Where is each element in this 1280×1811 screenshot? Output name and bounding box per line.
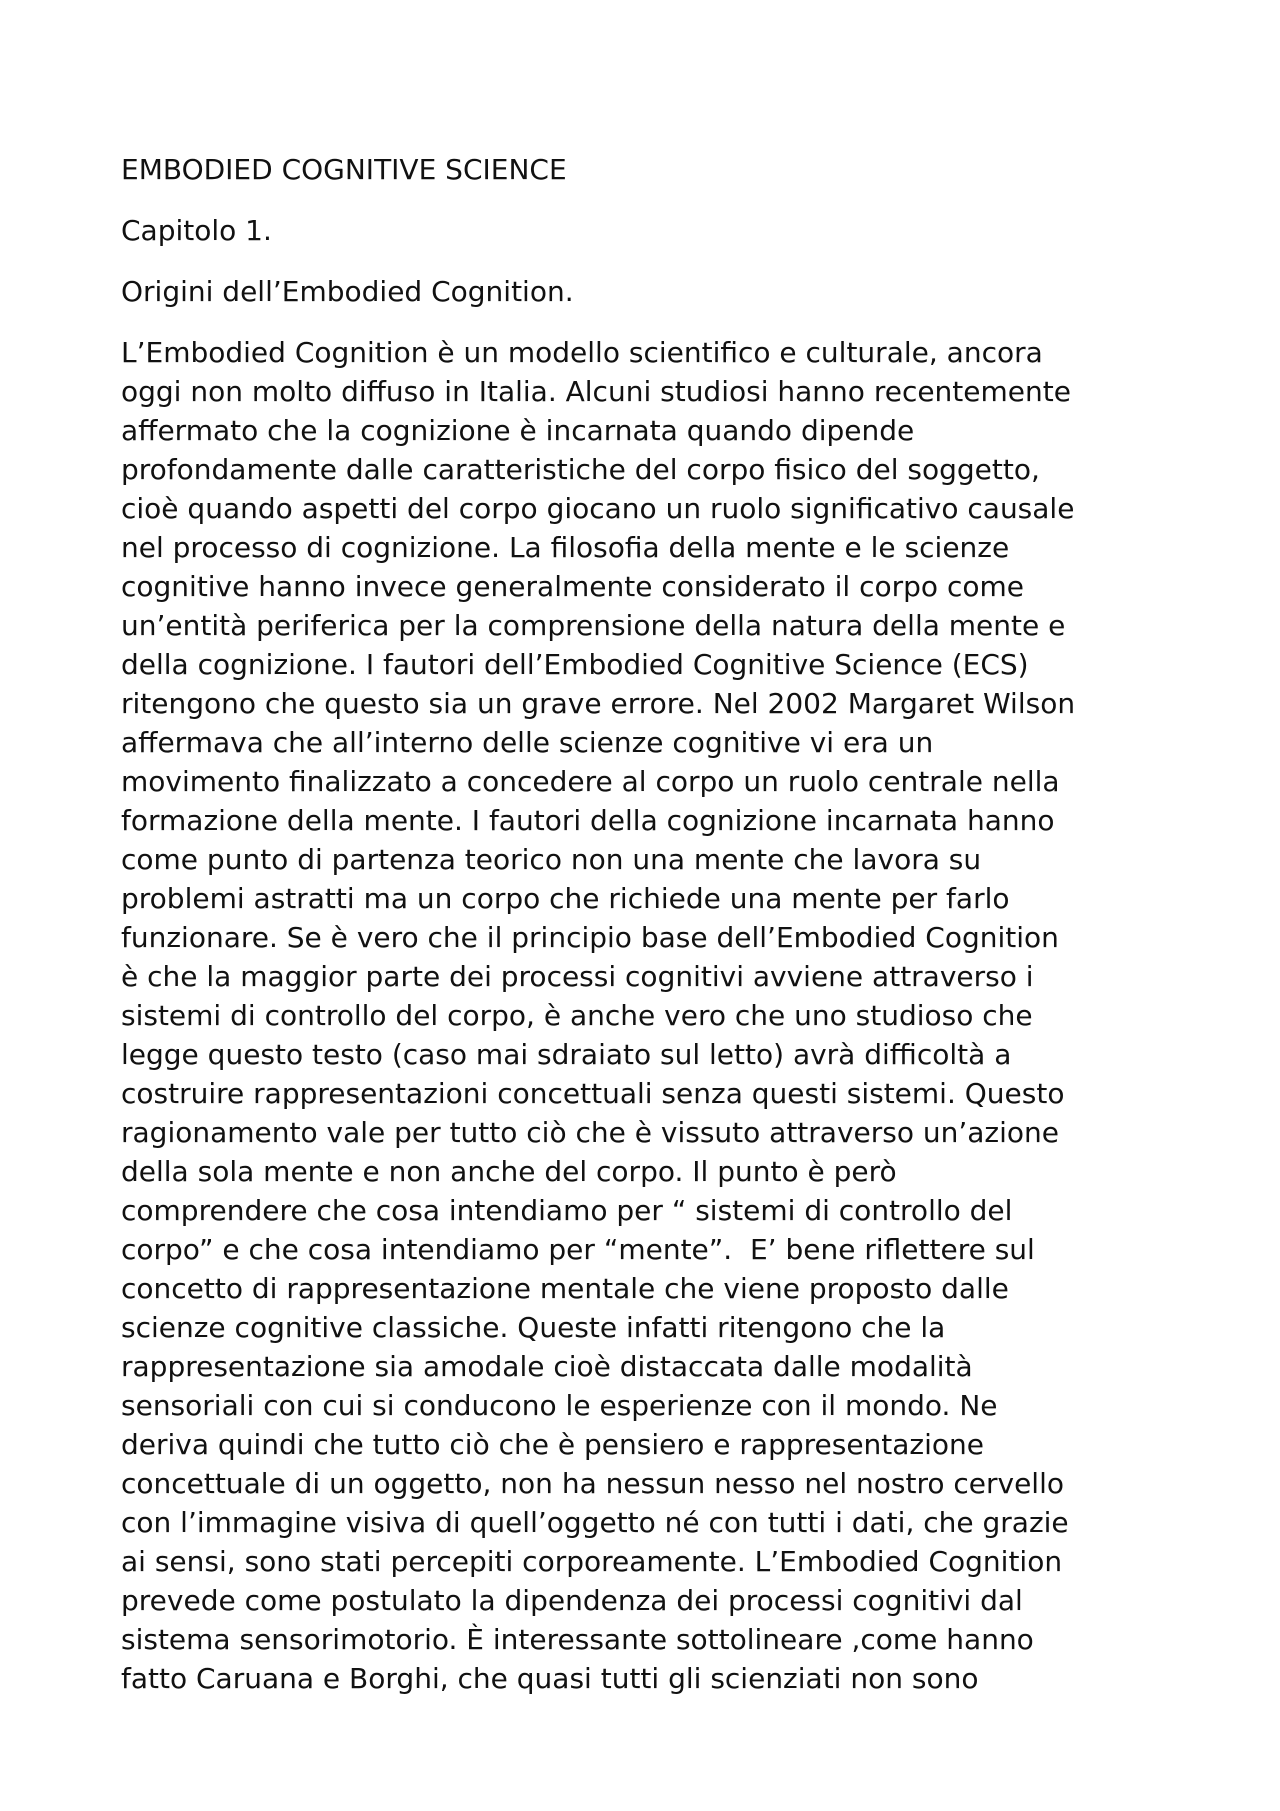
body-line: costruire rappresentazioni concettuali senza questi sistemi. Questo — [121, 1077, 1065, 1110]
body-line: come punto di partenza teorico non una mente che lavora su — [121, 843, 982, 876]
body-line: comprendere che cosa intendiamo per “ sistemi di controllo del — [121, 1194, 1013, 1227]
body-line: corpo” e che cosa intendiamo per “mente”. E’ bene riflettere sul — [121, 1233, 1035, 1266]
document-page — [121, 150, 1221, 1698]
body-line: affermava che all’interno delle scienze cognitive vi era un — [121, 726, 934, 759]
body-line: funzionare. Se è vero che il principio base dell’Embodied Cognition — [121, 921, 1059, 954]
section-heading: Origini dell’Embodied Cognition. — [121, 275, 574, 308]
document-title: EMBODIED COGNITIVE SCIENCE — [121, 153, 567, 186]
body-line: L’Embodied Cognition è un modello scientifico e culturale, ancora — [121, 336, 1043, 369]
body-line: sistemi di controllo del corpo, è anche vero che uno studioso che — [121, 999, 1033, 1032]
body-line: della cognizione. I fautori dell’Embodied Cognitive Science (ECS) — [121, 648, 1029, 681]
body-line: deriva quindi che tutto ciò che è pensiero e rappresentazione — [121, 1428, 985, 1461]
body-line: sistema sensorimotorio. È interessante sottolineare ,come hanno — [121, 1623, 1034, 1656]
body-paragraph — [121, 333, 1221, 1698]
body-line: ritengono che questo sia un grave errore. Nel 2002 Margaret Wilson — [121, 687, 1076, 720]
body-line: un’entità periferica per la comprensione della natura della mente e — [121, 609, 1066, 642]
body-line: rappresentazione sia amodale cioè distaccata dalle modalità — [121, 1350, 973, 1383]
body-line: nel processo di cognizione. La filosofia della mente e le scienze — [121, 531, 1010, 564]
body-line: legge questo testo (caso mai sdraiato sul letto) avrà difficoltà a — [121, 1038, 1012, 1071]
body-line: problemi astratti ma un corpo che richiede una mente per farlo — [121, 882, 1010, 915]
body-line: sensoriali con cui si conducono le esperienze con il mondo. Ne — [121, 1389, 998, 1422]
body-line: è che la maggior parte dei processi cognitivi avviene attraverso i — [121, 960, 1034, 993]
body-line: profondamente dalle caratteristiche del corpo fisico del soggetto, — [121, 453, 1040, 486]
body-line: oggi non molto diffuso in Italia. Alcuni studiosi hanno recentemente — [121, 375, 1071, 408]
body-line: concetto di rappresentazione mentale che viene proposto dalle — [121, 1272, 1009, 1305]
body-line: ragionamento vale per tutto ciò che è vissuto attraverso un’azione — [121, 1116, 1059, 1149]
body-line: affermato che la cognizione è incarnata quando dipende — [121, 414, 915, 447]
body-line: cognitive hanno invece generalmente considerato il corpo come — [121, 570, 1024, 603]
body-line: cioè quando aspetti del corpo giocano un ruolo significativo causale — [121, 492, 1075, 525]
body-line: scienze cognitive classiche. Queste infatti ritengono che la — [121, 1311, 946, 1344]
body-line: con l’immagine visiva di quell’oggetto né con tutti i dati, che grazie — [121, 1506, 1069, 1539]
chapter-heading: Capitolo 1. — [121, 214, 272, 247]
body-line: formazione della mente. I fautori della cognizione incarnata hanno — [121, 804, 1055, 837]
body-line: concettuale di un oggetto, non ha nessun nesso nel nostro cervello — [121, 1467, 1064, 1500]
body-line: movimento finalizzato a concedere al corpo un ruolo centrale nella — [121, 765, 1060, 798]
body-line: fatto Caruana e Borghi, che quasi tutti gli scienziati non sono — [121, 1662, 979, 1695]
body-line: prevede come postulato la dipendenza dei processi cognitivi dal — [121, 1584, 1023, 1617]
body-line: della sola mente e non anche del corpo. Il punto è però — [121, 1155, 897, 1188]
body-line: ai sensi, sono stati percepiti corporeamente. L’Embodied Cognition — [121, 1545, 1063, 1578]
